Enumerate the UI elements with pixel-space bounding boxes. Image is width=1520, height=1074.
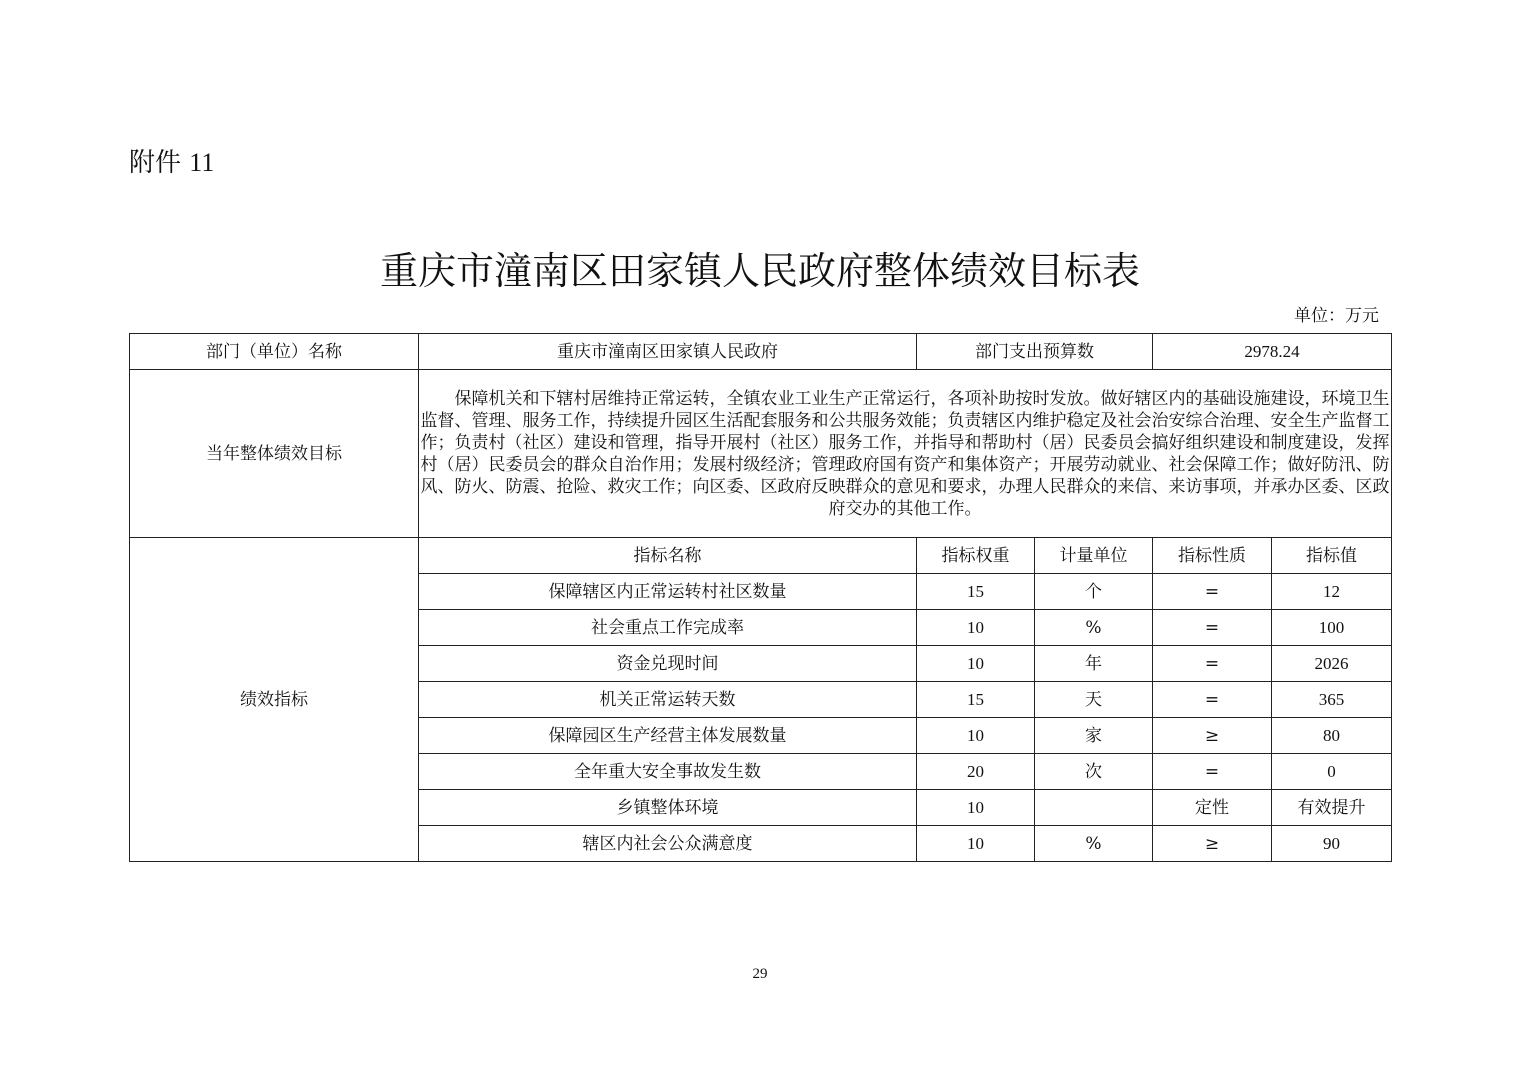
dept-label-cell: 部门（单位）名称 [130, 334, 419, 370]
indicator-weight: 15 [917, 682, 1035, 718]
indicator-nature: = [1153, 610, 1272, 646]
indicator-unit: 个 [1035, 574, 1153, 610]
indicator-value: 2026 [1272, 646, 1392, 682]
indicator-name: 乡镇整体环境 [419, 790, 917, 826]
indicator-name: 保障辖区内正常运转村社区数量 [419, 574, 917, 610]
indicator-weight: 15 [917, 574, 1035, 610]
indicator-name: 社会重点工作完成率 [419, 610, 917, 646]
goal-text-cell: 保障机关和下辖村居维持正常运转，全镇农业工业生产正常运行，各项补助按时发放。做好辖区内的基础设施建设，环境卫生监督、管理、服务工作，持续提升园区生活配套服务和公共服务效能；负责辖区内维护稳定及社会治安综合治理、安全生产监督工作；负责村（社区）建设和管理，指导开展村（社区）服务工作，并指导和帮助村（居）民委员会搞好组织建设和制度建设，发挥村（居）民委员会的群众自治作用；发展村级经济；管理政府国有资产和集体资产；开展劳动就业、社会保障工作；做好防汛、防风、防火、防震、抢险、救灾工作；向区委、区政府反映群众的意见和要求，办理人民群众的来信、来访事项，并承办区委、区政府交办的其他工作。 [419, 370, 1392, 538]
indicator-name: 全年重大安全事故发生数 [419, 754, 917, 790]
indicator-unit [1035, 790, 1153, 826]
indicator-nature: 定性 [1153, 790, 1272, 826]
header-value: 指标值 [1272, 538, 1392, 574]
unit-label: 单位：万元 [1294, 306, 1379, 326]
indicator-weight: 10 [917, 646, 1035, 682]
header-weight: 指标权重 [917, 538, 1035, 574]
indicator-nature: ≥ [1153, 826, 1272, 862]
indicator-value: 有效提升 [1272, 790, 1392, 826]
indicator-name: 保障园区生产经营主体发展数量 [419, 718, 917, 754]
indicator-weight: 10 [917, 718, 1035, 754]
attachment-label [129, 143, 214, 183]
indicator-nature: = [1153, 754, 1272, 790]
budget-value-cell: 2978.24 [1153, 334, 1392, 370]
indicator-header-row [130, 538, 1392, 574]
indicator-nature: = [1153, 574, 1272, 610]
indicator-value: 80 [1272, 718, 1392, 754]
indicator-unit: 家 [1035, 718, 1153, 754]
indicator-value: 0 [1272, 754, 1392, 790]
indicator-unit: 年 [1035, 646, 1153, 682]
attachment-prefix: 附件 [129, 148, 182, 178]
indicator-unit: 次 [1035, 754, 1153, 790]
dept-row [130, 334, 1392, 370]
indicator-weight: 20 [917, 754, 1035, 790]
indicator-name: 机关正常运转天数 [419, 682, 917, 718]
goal-row [130, 370, 1392, 538]
indicator-nature: = [1153, 646, 1272, 682]
indicator-value: 90 [1272, 826, 1392, 862]
indicator-weight: 10 [917, 790, 1035, 826]
indicator-value: 365 [1272, 682, 1392, 718]
page-number: 29 [752, 966, 768, 982]
dept-name-cell: 重庆市潼南区田家镇人民政府 [419, 334, 917, 370]
indicator-value: 100 [1272, 610, 1392, 646]
header-nature: 指标性质 [1153, 538, 1272, 574]
goal-label-cell: 当年整体绩效目标 [130, 370, 419, 538]
indicator-weight: 10 [917, 826, 1035, 862]
indicator-nature: = [1153, 682, 1272, 718]
indicator-name: 资金兑现时间 [419, 646, 917, 682]
indicator-unit: % [1035, 610, 1153, 646]
indicator-name: 辖区内社会公众满意度 [419, 826, 917, 862]
indicator-section-label: 绩效指标 [130, 538, 419, 862]
page-title: 重庆市潼南区田家镇人民政府整体绩效目标表 [379, 249, 1140, 293]
indicator-nature: ≥ [1153, 718, 1272, 754]
indicator-unit: % [1035, 826, 1153, 862]
indicator-value: 12 [1272, 574, 1392, 610]
performance-target-table [129, 333, 1392, 862]
attachment-number: 11 [189, 148, 215, 177]
indicator-weight: 10 [917, 610, 1035, 646]
header-unit: 计量单位 [1035, 538, 1153, 574]
budget-label-cell: 部门支出预算数 [917, 334, 1153, 370]
indicator-unit: 天 [1035, 682, 1153, 718]
header-indicator-name: 指标名称 [419, 538, 917, 574]
